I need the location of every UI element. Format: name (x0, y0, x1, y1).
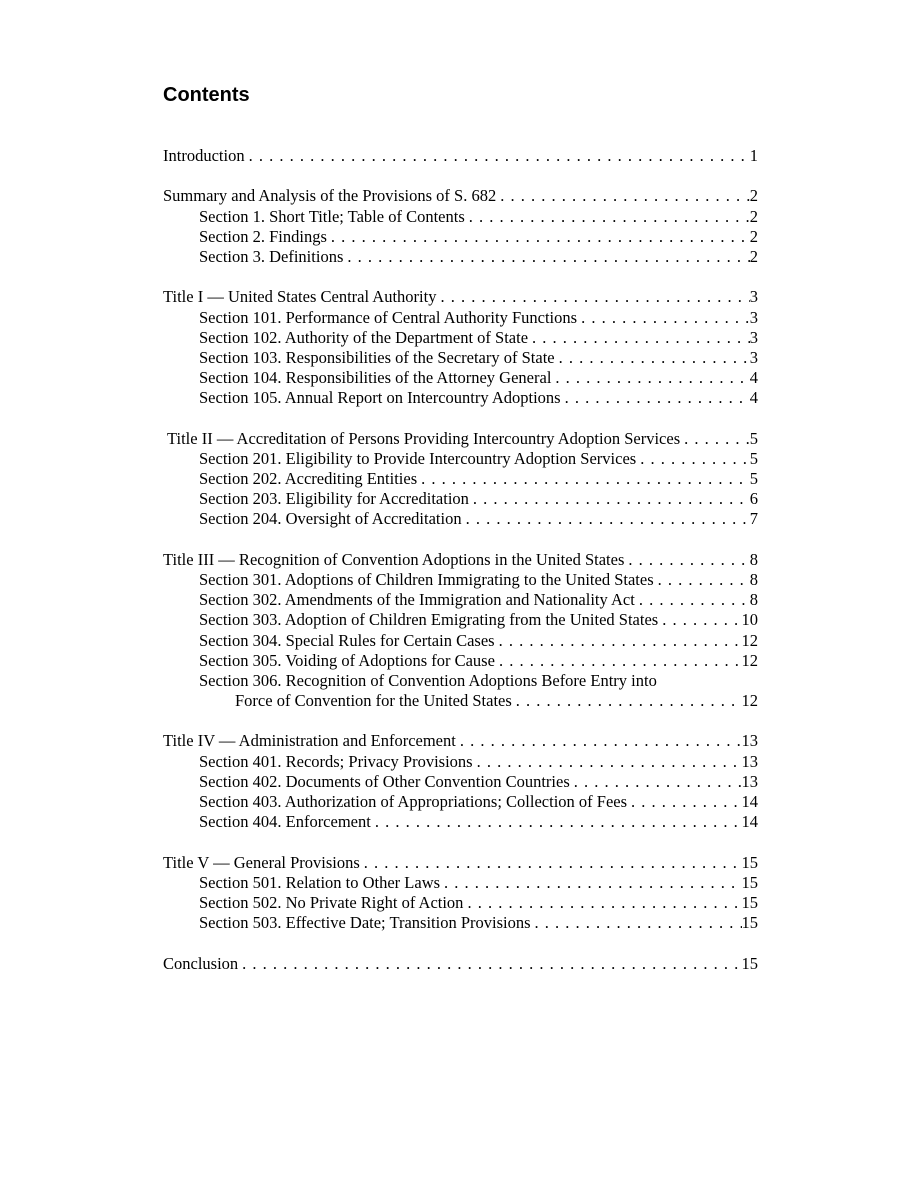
toc-entry-text: Section 301. Adoptions of Children Immigrating to the United States (199, 569, 654, 589)
toc-group (163, 731, 758, 832)
dot-leader (495, 651, 742, 671)
toc-page-number: 13 (741, 751, 758, 771)
toc-entry-text: Title IV — Administration and Enforcement (163, 731, 456, 751)
toc-group (163, 186, 758, 267)
toc-page-number: 12 (741, 691, 758, 711)
dot-leader (531, 913, 742, 933)
contents-heading: Contents (163, 84, 250, 106)
dot-leader (463, 893, 741, 913)
toc-entry-text: Section 3. Definitions (199, 246, 344, 266)
toc-entry-section (163, 792, 758, 812)
dot-leader (654, 570, 750, 590)
toc-group (163, 429, 758, 530)
toc-entry-section (163, 772, 758, 792)
toc-entry-text: Section 401. Records; Privacy Provisions (199, 751, 473, 771)
toc-group (163, 550, 758, 712)
dot-leader (462, 509, 750, 529)
toc-entry-section (163, 388, 758, 408)
toc-page-number: 5 (749, 428, 758, 448)
toc-entry-text: Section 104. Responsibilities of the Attorney General (199, 368, 552, 388)
toc-entry-section (163, 368, 758, 388)
toc-page-number: 15 (741, 913, 758, 933)
toc-page-number: 8 (749, 569, 758, 589)
toc-group (163, 146, 758, 166)
dot-leader (658, 610, 741, 630)
toc-entry-title (163, 186, 758, 206)
dot-leader (624, 550, 749, 570)
toc-page-number: 12 (741, 650, 758, 670)
toc-entry-section (163, 893, 758, 913)
toc-page-number: 2 (749, 246, 758, 266)
dot-leader (327, 227, 750, 247)
toc-entry-title (163, 146, 758, 166)
toc-page-number: 2 (749, 206, 758, 226)
toc-entry-text: Section 203. Eligibility for Accreditation (199, 489, 469, 509)
dot-leader (570, 772, 742, 792)
toc-page-number: 1 (749, 146, 758, 165)
toc-page-number: 3 (749, 327, 758, 347)
toc-page-number: 13 (741, 771, 758, 791)
toc-page-number: 8 (749, 590, 758, 610)
toc-entry-text: Title III — Recognition of Convention Adoptions in the United States (163, 549, 625, 569)
toc-entry-section (163, 590, 758, 610)
dot-leader (635, 590, 750, 610)
toc-entry-text: Section 101. Performance of Central Authority Functions (199, 307, 578, 327)
toc-page-number: 4 (749, 368, 758, 388)
toc-page-number: 4 (749, 388, 758, 408)
toc-page-number: 14 (741, 792, 758, 811)
toc-entry-text: Title V — General Provisions (163, 852, 360, 872)
toc-entry-title (163, 731, 758, 751)
toc-group (163, 853, 758, 934)
toc-entry-section (163, 449, 758, 469)
toc-entry-section (163, 610, 758, 630)
dot-leader (636, 449, 750, 469)
toc-entry-section (163, 328, 758, 348)
toc-page-number: 15 (741, 953, 758, 973)
dot-leader (238, 954, 741, 974)
toc-entry-text: Section 202. Accrediting Entities (199, 469, 418, 488)
toc-entry-section (163, 691, 758, 711)
toc-entry-text: Section 304. Special Rules for Certain Cases (199, 630, 495, 650)
toc-entry-section (163, 227, 758, 247)
dot-leader (528, 328, 750, 348)
toc-entry-text: Section 402. Documents of Other Convention Countries (199, 771, 570, 791)
toc-entry-text: Section 302. Amendments of the Immigration and Nationality Act (199, 590, 635, 610)
toc-entry-text: Section 1. Short Title; Table of Contents (199, 206, 465, 226)
toc-entry-text: Section 2. Findings (199, 226, 327, 246)
toc-page-number: 2 (749, 186, 758, 206)
toc-entry-title (163, 550, 758, 570)
dot-leader (627, 792, 741, 812)
dot-leader (555, 348, 750, 368)
toc-entry-section (163, 489, 758, 509)
toc-entry-text: Section 103. Responsibilities of the Secretary of State (199, 347, 555, 367)
dot-leader (469, 489, 750, 509)
dot-leader (551, 368, 749, 388)
toc-entry-section (163, 913, 758, 933)
toc-page-number: 3 (749, 287, 758, 307)
toc-page-number: 15 (741, 892, 758, 912)
toc-entry-text: Section 105. Annual Report on Intercountry Adoptions (199, 388, 561, 408)
toc-entry-section (163, 247, 758, 267)
toc-page-number: 7 (749, 509, 758, 529)
toc-entry-text: Conclusion (163, 953, 239, 973)
dot-leader (360, 853, 742, 873)
dot-leader (561, 388, 750, 408)
toc-page-number: 10 (741, 610, 758, 630)
dot-leader (417, 469, 750, 489)
toc-entry-section (163, 752, 758, 772)
table-of-contents (163, 146, 758, 994)
toc-entry-section (163, 651, 758, 671)
dot-leader (496, 186, 750, 206)
toc-group (163, 954, 758, 974)
toc-entry-text: Force of Convention for the United States (235, 691, 512, 711)
toc-page-number: 3 (749, 347, 758, 367)
toc-entry-section (163, 348, 758, 368)
dot-leader (512, 691, 742, 711)
toc-entry-section (163, 207, 758, 227)
toc-entry-title (163, 287, 758, 307)
toc-page-number: 2 (749, 226, 758, 246)
toc-entry-text: Summary and Analysis of the Provisions of S. 682 (163, 186, 497, 206)
toc-group (163, 287, 758, 408)
toc-entry-text: Section 501. Relation to Other Laws (199, 872, 441, 892)
toc-entry-section (163, 631, 758, 651)
toc-page-number: 15 (741, 852, 758, 872)
dot-leader (473, 752, 742, 772)
toc-page-number: 8 (749, 549, 758, 569)
toc-entry-text: Section 502. No Private Right of Action (199, 892, 464, 912)
toc-entry-title (163, 853, 758, 873)
toc-entry-section (163, 671, 758, 691)
toc-entry-title (163, 429, 758, 449)
toc-page-number: 6 (749, 489, 758, 509)
toc-entry-text: Section 403. Authorization of Appropriations; Collection of Fees (199, 792, 628, 811)
toc-entry-text: Section 306. Recognition of Convention Adoptions Before Entry into (199, 670, 657, 690)
dot-leader (495, 631, 742, 651)
dot-leader (465, 207, 750, 227)
toc-page-number: 5 (749, 448, 758, 468)
dot-leader (440, 873, 741, 893)
dot-leader (577, 308, 750, 328)
toc-page-number: 12 (741, 630, 758, 650)
toc-entry-text: Section 303. Adoption of Children Emigrating from the United States (199, 610, 659, 630)
dot-leader (680, 429, 750, 449)
toc-entry-text: Title II — Accreditation of Persons Providing Intercountry Adoption Services (167, 428, 681, 448)
toc-entry-text: Section 204. Oversight of Accreditation (199, 509, 462, 529)
toc-entry-section (163, 509, 758, 529)
toc-entry-text: Section 201. Eligibility to Provide Intercountry Adoption Services (199, 448, 637, 468)
dot-leader (371, 812, 742, 832)
dot-leader (343, 247, 749, 267)
toc-entry-text: Title I — United States Central Authority (163, 287, 437, 307)
toc-entry-text: Section 102. Authority of the Department of State (199, 327, 529, 347)
toc-page-number: 13 (741, 731, 758, 751)
dot-leader (456, 731, 742, 751)
toc-entry-text: Section 503. Effective Date; Transition Provisions (199, 913, 531, 933)
toc-entry-section (163, 469, 758, 489)
toc-entry-section (163, 873, 758, 893)
dot-leader (245, 146, 750, 166)
toc-entry-text: Section 404. Enforcement (199, 812, 371, 832)
toc-page-number: 3 (749, 307, 758, 327)
toc-entry-title (163, 954, 758, 974)
toc-page-number: 15 (741, 872, 758, 892)
toc-entry-text: Section 305. Voiding of Adoptions for Cause (199, 650, 495, 670)
toc-entry-section (163, 570, 758, 590)
toc-page-number: 14 (741, 812, 758, 832)
toc-page-number: 5 (749, 469, 758, 488)
toc-entry-text: Introduction (163, 146, 245, 165)
dot-leader (436, 287, 749, 307)
toc-entry-section (163, 812, 758, 832)
toc-entry-section (163, 308, 758, 328)
